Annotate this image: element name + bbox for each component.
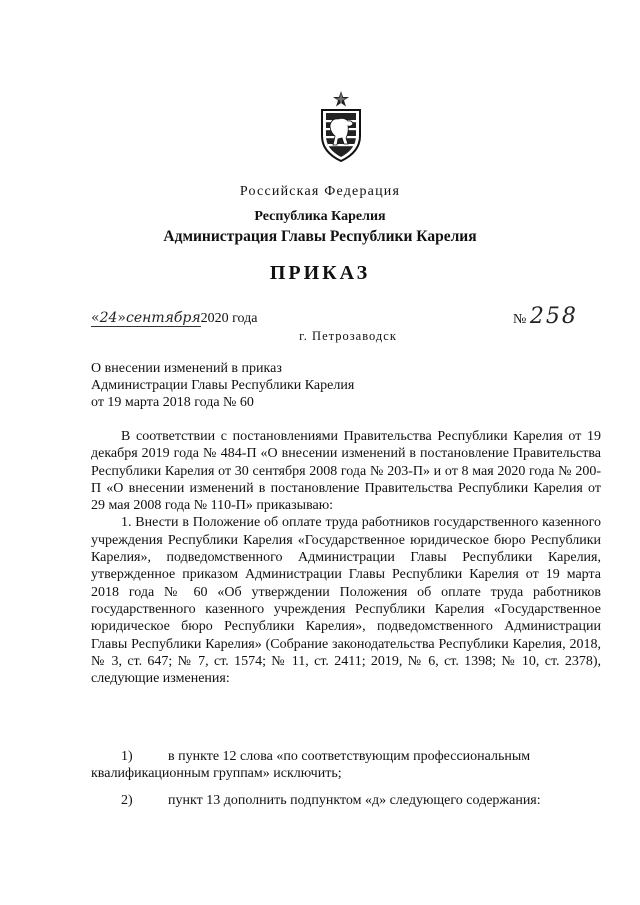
number-sign: № [513,312,527,327]
number-handwritten: 258 [529,304,578,329]
administration-name: Администрация Главы Республики Карелия [163,228,477,245]
date-handwritten: «24»сентября [91,310,201,326]
country-name: Российская Федерация [239,184,401,199]
document-date [91,310,257,327]
document-subject [91,360,354,411]
document-type-title: ПРИКАЗ [269,262,371,284]
date-year: 2020 года [200,311,258,326]
republic-name: Республика Карелия [254,209,386,224]
subject-line: от 19 марта 2018 года № 60 [91,395,254,410]
item-number: 2) [121,793,133,808]
subject-line: О внесении изменений в приказ [91,361,282,376]
city-name: г. Петрозаводск [299,329,397,343]
document-body [91,428,601,687]
item-text: пункт 13 дополнить подпунктом «д» следующего содержания: [168,793,541,808]
preamble-paragraph: В соответствии с постановлениями Правительства Республики Карелия от 19 декабря 2019 года № 484-П «О внесении изменений в постановление Правительства Республики Карелия от 30 сентября 2008 года № 203-П» и от 8 мая 2020 года № 200-П «О внесении изменений в постановление Правительства Республики Карелия от 29 мая 2008 года № 110-П» приказываю: [91,429,601,514]
point-1-paragraph: 1. Внести в Положение об оплате труда работников государственного казенного учреждения Республики Карелия «Государственное юридическое бюро Республики Карелия», подведомственного Администрации Главы Республики Карелия, утвержденное приказом Администрации Главы Республики Карелия от 19 марта 2018 года № 60 «Об утверждении Положения об оплате труда работников государственного казенного учреждения Республики Карелия «Государственное юридическое бюро Республики Карелия», подведомственного Администрации Главы Республики Карелия» (Собрание законодательства Республики Карелия, 2018, № 3, ст. 647; № 7, ст. 1574; № 11, ст. 2411; 2019, № 6, ст. 1398; № 10, ст. 2378), следующие изменения: [91,515,601,687]
item-text: квалификационным группам» исключить; [91,766,342,781]
document-number [513,304,578,329]
subject-line: Администрации Главы Республики Карелия [91,378,355,393]
item-number: 1) [121,749,133,764]
coat-of-arms-karelia-icon [318,90,364,164]
item-text: в пункте 12 слова «по соответствующим профессиональным [168,749,531,764]
